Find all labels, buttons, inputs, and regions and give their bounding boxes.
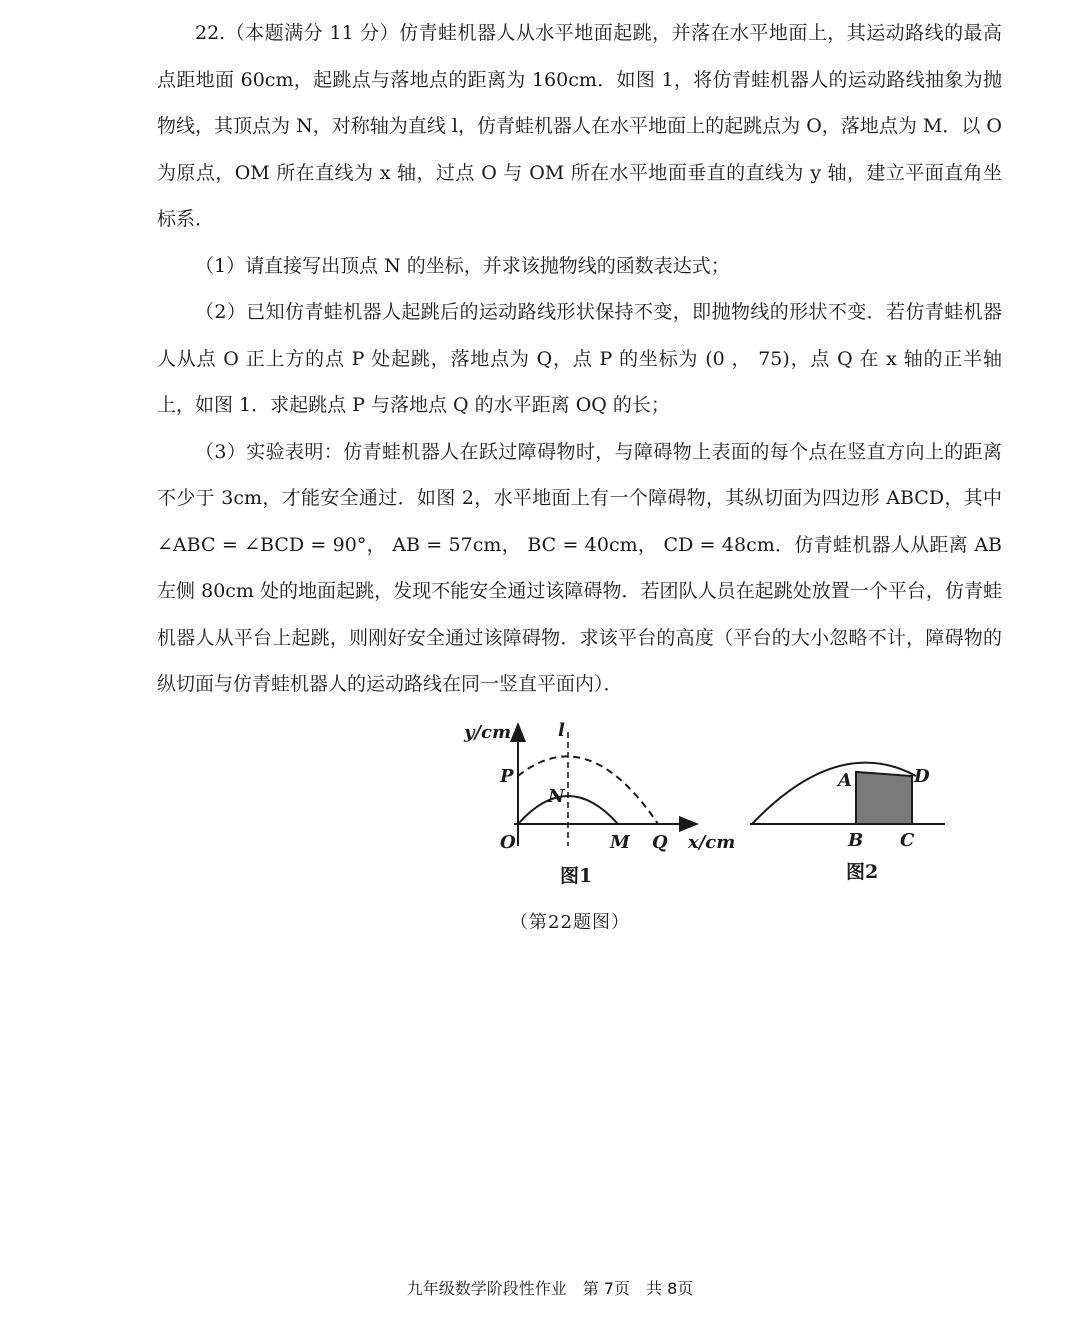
- figures-caption: （第22题图）: [510, 912, 630, 933]
- label-b: B: [848, 830, 864, 851]
- label-m: M: [610, 832, 630, 853]
- label-a: A: [838, 770, 852, 791]
- problem-part-3: （3）实验表明：仿青蛙机器人在跃过障碍物时，与障碍物上表面的每个点在竖直方向上的距离不少于 3cm，才能安全通过．如图 2，水平地面上有一个障碍物，其纵切面为四边形 ABCD，其中 ∠ABC = ∠BCD = 90°， AB = 57cm， BC = 40cm， CD = 48cm．仿青蛙机器人从距离 AB 左侧 80cm 处的地面起跳，发现不能安全通过该障碍物．若团队人员在起跳处放置一个平台，仿青蛙机器人从平台上起跳，则刚好安全通过该障碍物．求该平台的高度（平台的大小忽略不计，障碍物的纵切面与仿青蛙机器人的运动路线在同一竖直平面内）．: [157, 440, 1002, 695]
- label-p: P: [500, 766, 514, 787]
- figures: [440, 712, 960, 892]
- label-d: D: [914, 766, 930, 787]
- label-l: l: [558, 720, 565, 741]
- figure-2-caption: 图2: [846, 861, 879, 883]
- obstacle-abcd: [856, 772, 912, 824]
- y-axis-label: y/cm: [464, 722, 512, 743]
- problem-part-1: （1）请直接写出顶点 N 的坐标，并求该抛物线的函数表达式；: [195, 254, 730, 277]
- page-footer: 九年级数学阶段性作业 第 7页 共 8页: [406, 1279, 694, 1298]
- label-c: C: [900, 830, 915, 851]
- parabola-o-n-m: [518, 796, 618, 824]
- figure-1: [440, 712, 760, 892]
- parabola-p-q: [518, 756, 658, 824]
- label-n: N: [548, 786, 565, 807]
- label-o: O: [500, 832, 516, 853]
- x-axis-label: x/cm: [688, 832, 736, 853]
- problem-part-2: （2）已知仿青蛙机器人起跳后的运动路线形状保持不变，即抛物线的形状不变．若仿青蛙机器人从点 O 正上方的点 P 处起跳，落地点为 Q，点 P 的坐标为 (0 ， 75)，点 Q 在 x 轴的正半轴上，如图 1．求起跳点 P 与落地点 Q 的水平距离 OQ 的长；: [157, 301, 1002, 416]
- problem-text: [157, 10, 1002, 708]
- problem-intro: 22.（本题满分 11 分）仿青蛙机器人从水平地面起跳，并落在水平地面上，其运动路线的最高点距地面 60cm，起跳点与落地点的距离为 160cm．如图 1，将仿青蛙机器人的运动路线抽象为抛物线，其顶点为 N，对称轴为直线 l，仿青蛙机器人在水平地面上的起跳点为 O，落地点为 M．以 O 为原点，OM 所在直线为 x 轴，过点 O 与 OM 所在水平地面垂直的直线为 y 轴，建立平面直角坐标系．: [157, 22, 1002, 230]
- label-q: Q: [652, 832, 668, 853]
- trajectory-fig2: [752, 763, 916, 824]
- figure-1-caption: 图1: [560, 865, 593, 887]
